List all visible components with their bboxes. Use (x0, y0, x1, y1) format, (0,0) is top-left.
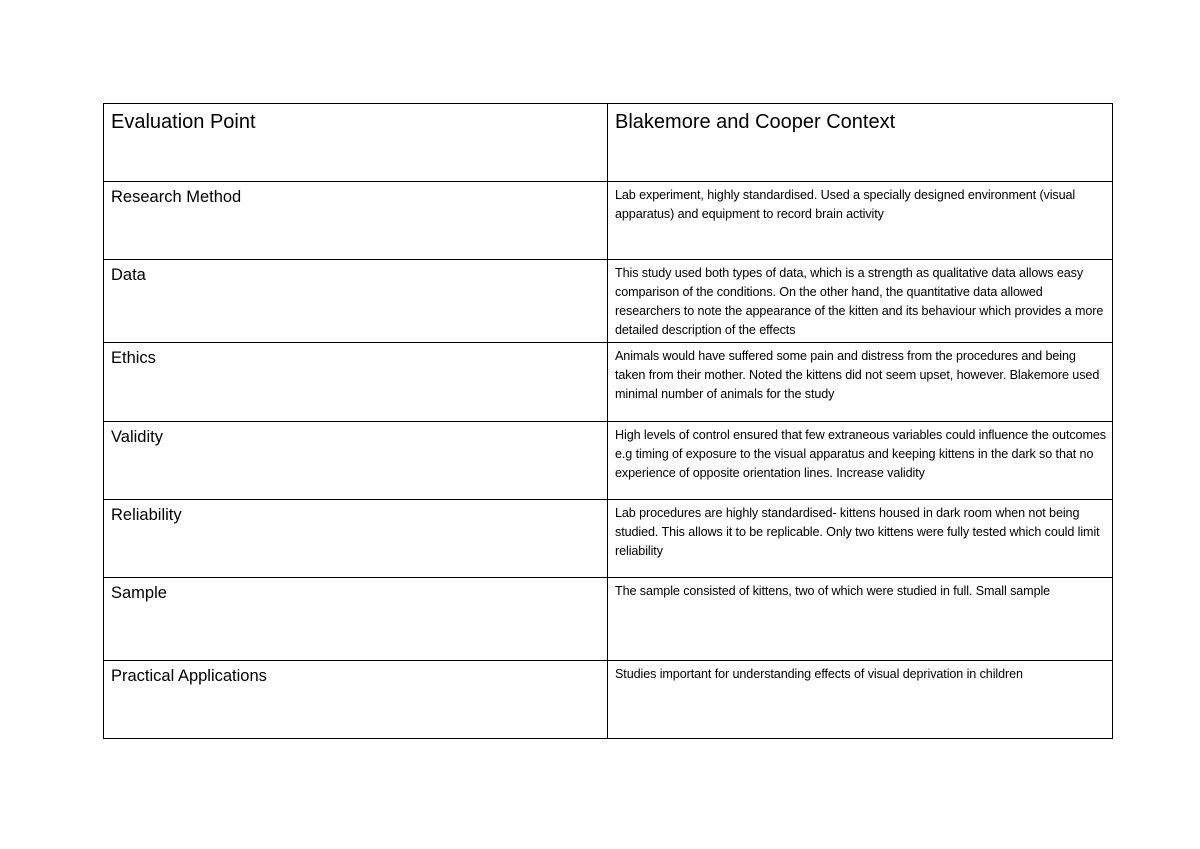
table-row (104, 343, 1113, 422)
context-practical-applications: Studies important for understanding effects of visual deprivation in children (615, 667, 1023, 681)
context-cell (608, 578, 1113, 661)
point-cell (104, 260, 608, 343)
point-cell (104, 182, 608, 260)
point-cell (104, 422, 608, 500)
point-cell (104, 343, 608, 422)
context-data: This study used both types of data, which is a strength as qualitative data allows easy comparison of the conditions. On the other hand, the quantitative data allowed researchers to note the appearance of the kitten and its behaviour which provides a more detailed description of the effects (615, 266, 1104, 337)
context-ethics: Animals would have suffered some pain and distress from the procedures and being taken from their mother. Noted the kittens did not seem upset, however. Blakemore used minimal number of animals for the study (615, 349, 1100, 401)
table-row (104, 578, 1113, 661)
point-sample: Sample (111, 584, 167, 602)
context-cell (608, 343, 1113, 422)
point-data: Data (111, 266, 146, 284)
point-validity: Validity (111, 428, 163, 446)
context-sample: The sample consisted of kittens, two of which were studied in full. Small sample (615, 584, 1051, 598)
table-header-row (104, 104, 1113, 182)
point-practical-applications: Practical Applications (111, 667, 267, 685)
context-reliability: Lab procedures are highly standardised- kittens housed in dark room when not being studied. This allows it to be replicable. Only two kittens were fully tested which could limit reliability (615, 506, 1100, 558)
header-cell-point (104, 104, 608, 182)
point-cell (104, 578, 608, 661)
header-evaluation-point: Evaluation Point (111, 111, 256, 133)
context-cell (608, 500, 1113, 578)
header-cell-context (608, 104, 1113, 182)
context-cell (608, 661, 1113, 739)
header-context: Blakemore and Cooper Context (615, 111, 896, 133)
table-row (104, 260, 1113, 343)
context-cell (608, 182, 1113, 260)
table-row (104, 422, 1113, 500)
table-row (104, 500, 1113, 578)
point-research-method: Research Method (111, 188, 242, 206)
context-cell (608, 260, 1113, 343)
context-validity: High levels of control ensured that few extraneous variables could influence the outcomes e.g timing of exposure to the visual apparatus and keeping kittens in the dark so that no experience of opposite orientation lines. Increase validity (615, 428, 1106, 480)
context-cell (608, 422, 1113, 500)
table-row (104, 182, 1113, 260)
point-cell (104, 500, 608, 578)
point-ethics: Ethics (111, 349, 156, 367)
evaluation-table (103, 103, 1113, 739)
table-row (104, 661, 1113, 739)
point-cell (104, 661, 608, 739)
context-research-method: Lab experiment, highly standardised. Used a specially designed environment (visual apparatus) and equipment to record brain activity (615, 188, 1076, 221)
point-reliability: Reliability (111, 506, 182, 524)
